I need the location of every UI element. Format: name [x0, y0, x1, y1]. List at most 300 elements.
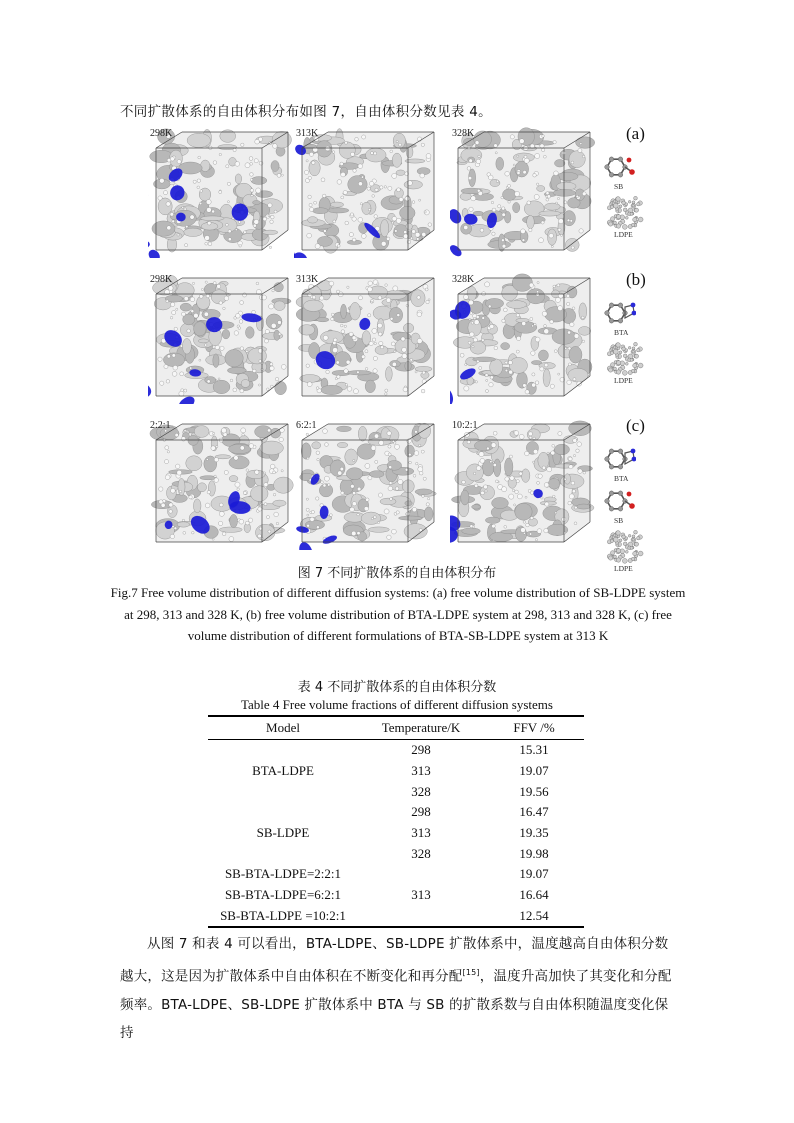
atom	[218, 521, 222, 525]
atom	[191, 310, 194, 313]
atom	[568, 501, 572, 505]
atom	[245, 163, 250, 168]
atom	[396, 140, 398, 142]
atom	[478, 155, 480, 157]
polymer-blob	[494, 459, 501, 477]
atom	[253, 369, 257, 373]
polymer-blob	[252, 200, 260, 204]
atom	[219, 503, 223, 507]
atom	[337, 375, 341, 379]
cell-model: SB-BTA-LDPE =10:2:1	[208, 906, 358, 928]
polymer-blob	[346, 468, 363, 480]
atom	[540, 144, 544, 148]
atom	[184, 389, 187, 392]
atom	[378, 493, 382, 497]
polymer-blob	[274, 301, 285, 311]
cell-temperature: 328	[411, 783, 431, 799]
atom	[525, 390, 529, 394]
atom	[358, 296, 362, 300]
atom	[472, 346, 474, 348]
atom	[494, 144, 498, 148]
atom	[345, 141, 348, 144]
atom	[309, 203, 312, 206]
atom	[578, 148, 582, 152]
atom	[415, 430, 418, 433]
atom	[552, 444, 555, 447]
bta-molecule-icon	[602, 296, 636, 330]
atom	[204, 312, 208, 316]
atom	[417, 312, 422, 317]
atom	[314, 201, 317, 204]
atom	[272, 144, 277, 149]
polymer-blob	[400, 206, 416, 219]
atom	[245, 521, 249, 525]
atom	[184, 430, 186, 432]
atom	[554, 171, 559, 176]
atom	[306, 508, 309, 511]
row-label: (c)	[626, 416, 645, 435]
atom	[271, 215, 275, 219]
sb-molecule-icon	[602, 484, 636, 518]
atom	[159, 487, 163, 491]
header-ffv: FFV /%	[484, 716, 584, 740]
figure-panel	[450, 272, 596, 404]
polymer-blob	[502, 189, 516, 201]
atom	[536, 293, 539, 296]
atom	[415, 232, 420, 237]
atom	[323, 230, 326, 233]
atom	[211, 446, 216, 451]
atom	[514, 431, 519, 436]
atom	[391, 342, 395, 346]
atom	[246, 469, 248, 471]
atom	[535, 381, 539, 385]
atom	[525, 496, 527, 498]
atom	[534, 194, 539, 199]
atom	[205, 235, 210, 240]
atom	[407, 240, 411, 244]
atom	[235, 162, 240, 167]
atom	[214, 475, 216, 477]
atom	[167, 226, 171, 230]
header-temperature: Temperature/K	[358, 716, 484, 740]
atom	[333, 220, 336, 223]
polymer-blob	[366, 148, 387, 162]
atom	[476, 466, 481, 471]
atom	[369, 181, 374, 186]
atom	[341, 330, 345, 334]
atom	[186, 225, 189, 228]
atom	[515, 490, 519, 494]
free-volume-cube	[450, 126, 596, 258]
atom	[374, 342, 376, 344]
atom	[408, 453, 411, 456]
atom	[281, 174, 283, 176]
cell-model	[208, 802, 358, 823]
table-row	[208, 843, 584, 864]
atom	[167, 355, 170, 358]
atom	[553, 141, 556, 144]
polymer-blob	[273, 500, 286, 506]
polymer-blob	[222, 329, 230, 338]
atom	[199, 202, 202, 205]
atom	[372, 338, 375, 341]
atom	[175, 464, 180, 469]
atom	[574, 334, 579, 339]
atom	[275, 377, 278, 380]
atom	[502, 213, 506, 217]
free-volume-region	[294, 250, 310, 258]
atom	[390, 317, 393, 320]
atom	[496, 180, 498, 182]
polymer-blob	[301, 443, 311, 459]
atom	[267, 388, 270, 391]
polymer-blob	[467, 286, 477, 300]
atom	[361, 355, 365, 359]
panel-label: 328K	[452, 128, 475, 139]
atom	[358, 164, 363, 169]
polymer-blob	[538, 350, 548, 361]
atom	[172, 371, 177, 376]
atom	[181, 437, 185, 441]
polymer-blob	[299, 325, 315, 336]
atom	[274, 512, 279, 517]
atom	[535, 153, 540, 158]
atom	[217, 284, 221, 288]
atom	[199, 359, 201, 361]
atom	[509, 370, 513, 374]
atom	[568, 347, 571, 350]
atom	[474, 484, 478, 488]
atom	[249, 157, 253, 161]
atom	[213, 282, 216, 285]
atom	[412, 201, 415, 204]
atom	[214, 478, 219, 483]
atom	[419, 444, 421, 446]
atom	[509, 455, 512, 458]
atom	[495, 480, 498, 483]
atom	[576, 449, 580, 453]
atom	[517, 155, 519, 157]
table-row	[208, 906, 584, 928]
atom	[165, 446, 169, 450]
atom	[365, 368, 368, 371]
table-row	[208, 740, 584, 761]
cell-ffv: 16.47	[519, 804, 549, 820]
polymer-blob	[396, 170, 405, 176]
atom	[514, 191, 519, 196]
panel-label: 313K	[296, 128, 319, 139]
atom	[327, 484, 330, 487]
atom	[491, 443, 496, 448]
atom	[425, 288, 428, 291]
atom	[158, 357, 162, 361]
polymer-blob	[537, 186, 545, 192]
atom	[368, 476, 372, 480]
atom	[194, 313, 199, 318]
atom	[224, 470, 228, 474]
atom	[377, 522, 379, 524]
atom	[350, 213, 353, 216]
figure-caption-en: Fig.7 Free volume distribution of different diffusion systems: (a) free volume distribution of SB-LDPE system at 298, 313 and 328 K, (b) free volume distribution of BTA-LDPE system at 298, 313 and 328 K, (c) free volume distribution of different formulations of BTA-SB-LDPE system at 313 K	[110, 585, 686, 643]
atom	[422, 379, 426, 383]
atom	[385, 389, 388, 392]
atom	[558, 219, 563, 224]
atom	[526, 523, 530, 527]
atom	[264, 339, 268, 343]
polymer-blob	[205, 377, 216, 384]
intro-sentence: 不同扩散体系的自由体积分布如图 7，自由体积分数见表 4。	[120, 104, 492, 120]
atom	[311, 161, 315, 165]
atom	[190, 367, 192, 369]
atom	[465, 363, 467, 365]
polymer-blob	[554, 159, 565, 167]
atom	[234, 456, 239, 461]
atom	[544, 483, 549, 488]
atom	[578, 469, 582, 473]
atom	[373, 369, 377, 373]
atom	[567, 331, 570, 334]
atom	[537, 281, 539, 283]
polymer-blob	[515, 161, 529, 177]
atom	[490, 324, 494, 328]
polymer-blob	[186, 456, 202, 471]
atom	[420, 173, 425, 178]
atom	[204, 344, 207, 347]
atom	[368, 314, 371, 317]
polymer-blob	[563, 211, 576, 226]
atom	[268, 530, 271, 533]
atom	[374, 215, 378, 219]
polymer-blob	[506, 301, 526, 309]
polymer-blob	[485, 517, 500, 523]
atom	[315, 244, 320, 249]
atom	[529, 436, 532, 439]
figure-panel	[450, 418, 596, 550]
atom	[475, 141, 479, 145]
atom	[474, 318, 476, 320]
atom	[474, 320, 479, 325]
polymer-blob	[548, 478, 559, 489]
free-volume-region	[148, 380, 153, 400]
polymer-blob	[389, 307, 402, 323]
atom	[544, 324, 547, 327]
atom	[198, 156, 201, 159]
atom	[222, 532, 226, 536]
polymer-blob	[404, 180, 423, 189]
atom	[205, 281, 207, 283]
atom	[473, 338, 477, 342]
atom	[428, 223, 432, 227]
atom	[341, 172, 346, 177]
row-label: (a)	[626, 124, 645, 143]
atom	[534, 323, 536, 325]
atom	[206, 207, 211, 212]
atom	[182, 519, 184, 521]
atom	[263, 217, 267, 221]
atom	[558, 431, 562, 435]
paragraph-text-cont: ，温度升高加快了其变化和分配频率。BTA-LDPE、SB-LDPE 扩散体系中 BTA 与 SB 的扩散系数与自由体积随温度变化保持	[120, 968, 672, 1041]
atom	[207, 221, 211, 225]
atom	[468, 341, 471, 344]
atom	[353, 389, 358, 394]
atom	[574, 506, 577, 509]
atom	[490, 376, 493, 379]
atom	[571, 161, 574, 164]
atom	[337, 245, 340, 248]
atom	[380, 186, 383, 189]
atom	[566, 294, 569, 297]
atom	[350, 484, 354, 488]
atom	[243, 491, 246, 494]
polymer-blob	[504, 458, 512, 476]
polymer-blob	[262, 230, 277, 234]
atom	[402, 354, 407, 359]
atom	[529, 533, 531, 535]
atom	[374, 516, 377, 519]
atom	[373, 152, 376, 155]
atom	[355, 137, 359, 141]
atom	[180, 372, 184, 376]
atom	[170, 212, 174, 216]
atom	[469, 207, 473, 211]
polymer-blob	[201, 216, 224, 221]
atom	[471, 196, 476, 201]
atom	[174, 327, 178, 331]
atom	[161, 503, 165, 507]
atom	[264, 503, 267, 506]
atom	[238, 327, 241, 330]
atom	[393, 286, 398, 291]
atom	[176, 308, 178, 310]
atom	[404, 231, 407, 234]
atom	[206, 199, 211, 204]
atom	[576, 195, 579, 198]
free-volume-cube	[450, 272, 596, 404]
atom	[492, 524, 496, 528]
polymer-blob	[245, 327, 254, 339]
atom	[357, 487, 361, 491]
polymer-blob	[358, 426, 367, 441]
atom	[532, 325, 534, 327]
atom	[183, 531, 186, 534]
atom	[510, 135, 514, 139]
polymer-blob	[404, 524, 427, 539]
polymer-blob	[504, 211, 511, 223]
atom	[572, 307, 575, 310]
atom	[421, 389, 425, 393]
atom	[246, 350, 248, 352]
polymer-blob	[229, 456, 249, 469]
atom	[224, 296, 229, 301]
atom	[207, 380, 210, 383]
polymer-blob	[188, 435, 198, 445]
atom	[227, 201, 229, 203]
atom	[379, 341, 383, 345]
atom	[533, 437, 535, 439]
atom	[352, 502, 356, 506]
molecule-name: SB	[614, 516, 624, 525]
polymer-blob	[328, 208, 349, 213]
atom	[547, 452, 549, 454]
atom	[241, 428, 246, 433]
atom	[392, 173, 397, 178]
atom	[424, 211, 426, 213]
atom	[215, 345, 219, 349]
polymer-blob	[368, 527, 389, 532]
atom	[417, 338, 422, 343]
table-row	[208, 864, 584, 885]
atom	[277, 173, 281, 177]
polymer-blob	[317, 318, 329, 322]
atom	[367, 287, 372, 292]
atom	[350, 507, 355, 512]
atom	[469, 332, 474, 337]
molecule-name: LDPE	[614, 564, 633, 573]
cell-model: SB-LDPE	[256, 825, 310, 841]
polymer-blob	[213, 380, 230, 394]
atom	[351, 531, 356, 536]
table-row	[208, 823, 584, 844]
atom	[502, 319, 506, 323]
atom	[308, 293, 312, 297]
atom	[212, 432, 214, 434]
panel-label: 313K	[296, 274, 319, 285]
atom	[398, 479, 403, 484]
free-volume-cube	[450, 418, 596, 550]
atom	[322, 194, 326, 198]
polymer-blob	[321, 385, 342, 394]
atom	[259, 161, 263, 165]
atom	[558, 228, 561, 231]
atom	[190, 215, 194, 219]
atom	[361, 176, 363, 178]
atom	[251, 194, 253, 196]
atom	[388, 453, 391, 456]
atom	[561, 234, 563, 236]
panel-label: 2:2:1	[150, 420, 171, 431]
atom	[309, 152, 313, 156]
atom	[565, 347, 567, 349]
cell-ffv: 19.56	[519, 783, 549, 799]
atom	[380, 346, 383, 349]
atom	[370, 301, 372, 303]
polymer-blob	[544, 203, 560, 210]
atom	[568, 363, 571, 366]
polymer-blob	[300, 374, 320, 382]
atom	[492, 208, 496, 212]
polymer-blob	[418, 423, 431, 438]
atom	[485, 282, 490, 287]
atom	[358, 182, 362, 186]
atom	[415, 371, 417, 373]
atom	[347, 387, 352, 392]
atom	[507, 184, 510, 187]
atom	[357, 531, 360, 534]
atom	[268, 215, 270, 217]
atom	[242, 293, 246, 297]
cell-model: SB-BTA-LDPE=2:2:1	[224, 866, 342, 882]
table-header-row	[208, 716, 584, 740]
atom	[485, 374, 488, 377]
panel-label: 298K	[150, 274, 173, 285]
atom	[273, 493, 276, 496]
atom	[207, 490, 210, 493]
panel-label: 298K	[150, 128, 173, 139]
atom	[365, 498, 369, 502]
atom	[208, 242, 212, 246]
polymer-blob	[255, 524, 274, 540]
